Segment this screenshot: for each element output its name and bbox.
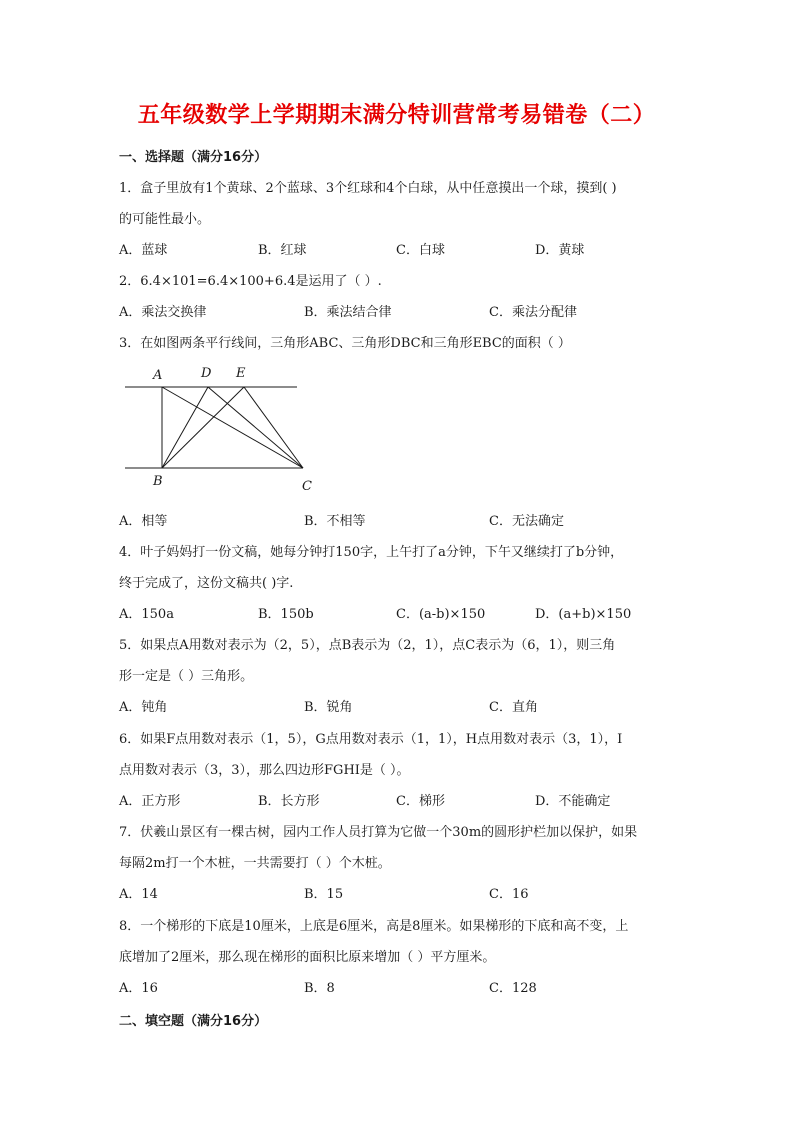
label-a: A [153, 368, 163, 383]
question-3-text: 3．在如图两条平行线间，三角形ABC、三角形DBC和三角形EBC的面积（ ） [119, 336, 571, 351]
segment-bd [162, 387, 208, 468]
question-4-option-c: C．(a-b)×150 [396, 607, 486, 622]
question-1-text: 1．盒子里放有1个黄球、2个蓝球、3个红球和4个白球，从中任意摸出一个球，摸到( ) [119, 181, 617, 196]
question-4-option-d: D．(a+b)×150 [535, 607, 632, 622]
question-6-option-c: C．梯形 [396, 794, 445, 809]
question-3-option-a: A．相等 [119, 514, 168, 529]
question-2-option-c: C．乘法分配律 [489, 305, 577, 320]
parallel-lines-figure [110, 360, 310, 500]
question-6-option-b: B．长方形 [258, 794, 320, 809]
segment-dc [208, 387, 303, 468]
question-5-text: 5．如果点A用数对表示为（2，5），点B表示为（2，1），点C表示为（6，1），则三角 [119, 638, 616, 653]
page-title: 五年级数学上学期期末满分特训营常考易错卷（二） [137, 103, 656, 128]
question-4-text: 4．叶子妈妈打一份文稿，她每分钟打150字，上午打了a分钟，下午又继续打了b分钟， [119, 545, 624, 560]
question-7-text-cont: 每隔2m打一个木桩，一共需要打（ ）个木桩。 [119, 856, 391, 871]
question-8-option-a: A．16 [119, 981, 158, 996]
question-7-text: 7．伏羲山景区有一棵古树，园内工作人员打算为它做一个30m的圆形护栏加以保护，如果 [119, 825, 638, 840]
question-4-option-b: B．150b [258, 607, 314, 622]
question-6-text: 6．如果F点用数对表示（1，5），G点用数对表示（1，1），H点用数对表示（3，1），I [119, 732, 623, 747]
question-6-option-a: A．正方形 [119, 794, 181, 809]
question-8-text-cont: 底增加了2厘米，那么现在梯形的面积比原来增加（ ）平方厘米。 [119, 950, 496, 965]
question-8-option-c: C．128 [489, 981, 537, 996]
question-1-text-cont: 的可能性最小。 [119, 212, 211, 227]
section-heading-fill-in: 二、填空题（满分16分） [119, 1014, 268, 1029]
question-7-option-b: B．15 [304, 887, 344, 902]
question-6-text-cont: 点用数对表示（3，3），那么四边形FGHI是（ ）。 [119, 763, 410, 778]
question-5-option-a: A．钝角 [119, 700, 168, 715]
section-heading-choice: 一、选择题（满分16分） [119, 150, 268, 165]
question-4-option-a: A．150a [119, 607, 174, 622]
question-8-text: 8．一个梯形的下底是10厘米，上底是6厘米，高是8厘米。如果梯形的下底和高不变，上 [119, 919, 629, 934]
question-3-option-b: B．不相等 [304, 514, 366, 529]
question-2-option-a: A．乘法交换律 [119, 305, 207, 320]
segment-ec [244, 387, 303, 468]
question-1-option-c: C．白球 [396, 243, 445, 258]
question-7-option-c: C．16 [489, 887, 529, 902]
question-7-option-a: A．14 [119, 887, 158, 902]
label-c: C [302, 479, 312, 494]
question-3-option-c: C．无法确定 [489, 514, 564, 529]
question-8-option-b: B．8 [304, 981, 335, 996]
label-d: D [201, 366, 212, 381]
question-5-text-cont: 形一定是（ ）三角形。 [119, 669, 254, 684]
question-2-text: 2．6.4×101=6.4×100+6.4是运用了（ ）. [119, 274, 382, 289]
question-5-option-b: B．锐角 [304, 700, 353, 715]
question-1-option-b: B．红球 [258, 243, 307, 258]
label-b: B [153, 474, 163, 489]
segment-ac [162, 387, 303, 468]
question-5-option-c: C．直角 [489, 700, 538, 715]
question-2-option-b: B．乘法结合律 [304, 305, 392, 320]
question-1-option-a: A．蓝球 [119, 243, 168, 258]
question-4-text-cont: 终于完成了，这份文稿共( )字. [119, 576, 294, 591]
label-e: E [236, 366, 246, 381]
question-1-option-d: D．黄球 [535, 243, 585, 258]
question-6-option-d: D．不能确定 [535, 794, 611, 809]
